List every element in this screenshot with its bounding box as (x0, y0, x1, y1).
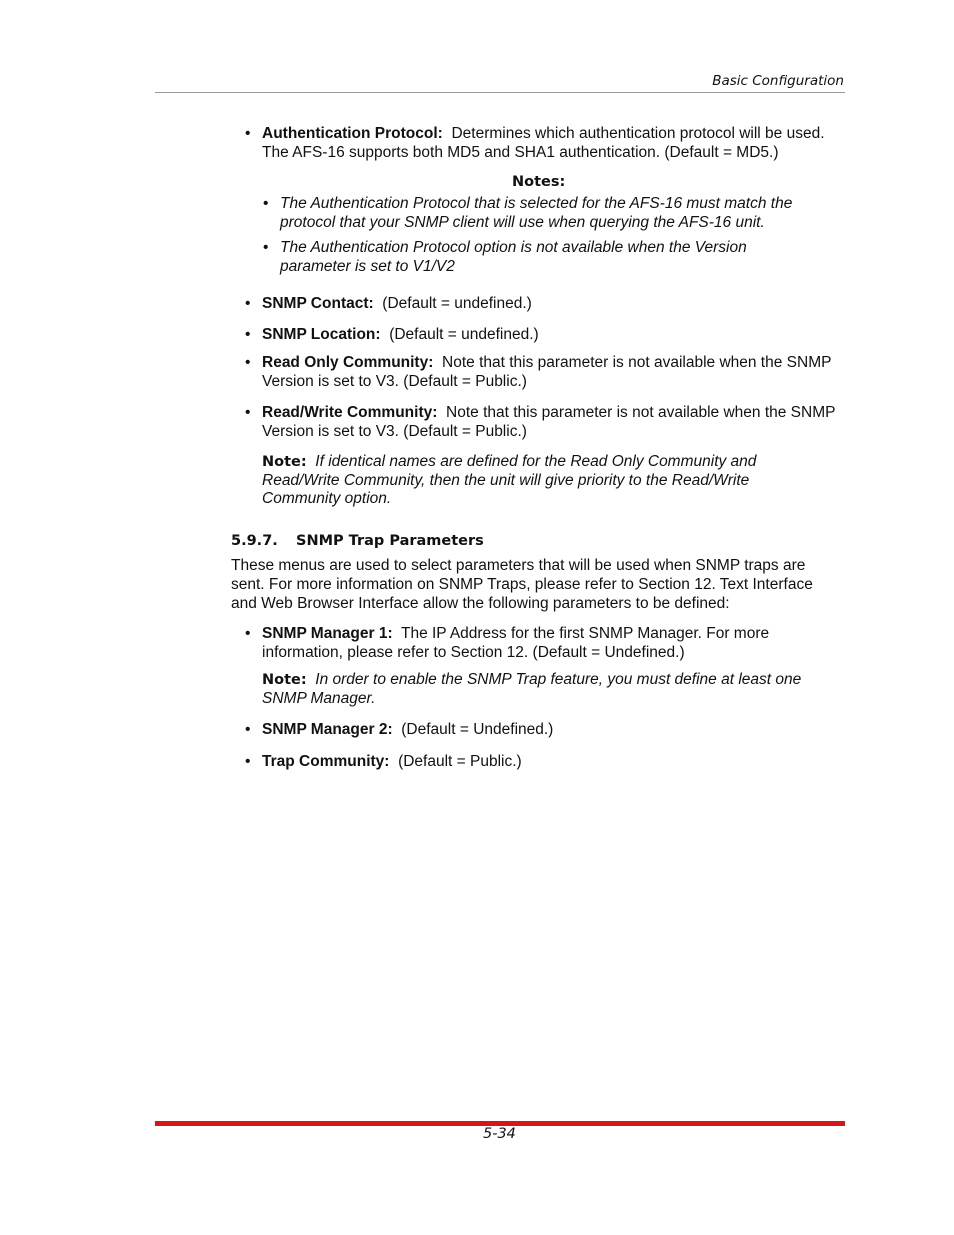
note-line: The Authentication Protocol option is not available when the Version (280, 239, 747, 256)
list-item-read-only-community (245, 353, 852, 391)
item-text-cont: Version is set to V3. (Default = Public.) (262, 423, 527, 440)
bullet: • (245, 753, 251, 770)
note-line: In order to enable the SNMP Trap feature, you must define at least one (315, 671, 802, 688)
note-label: Note: (262, 672, 307, 688)
list-item-snmp-manager-1 (245, 624, 852, 662)
item-label: SNMP Location: (262, 326, 381, 343)
section-title: SNMP Trap Parameters (296, 533, 484, 549)
note-line: The Authentication Protocol that is selected for the AFS-16 must match the (280, 195, 793, 212)
item-label: Authentication Protocol: (262, 125, 443, 142)
item-label: Read/Write Community: (262, 404, 438, 421)
bullet: • (245, 721, 251, 738)
item-text: (Default = Undefined.) (401, 721, 554, 738)
note-line: parameter is set to V1/V2 (280, 258, 455, 275)
section-paragraph (231, 556, 841, 613)
item-text: Note that this parameter is not available when the SNMP (442, 354, 832, 371)
bullet: • (245, 125, 251, 142)
bullet: • (245, 625, 251, 642)
item-text-cont: information, please refer to Section 12. (Default = Undefined.) (262, 644, 685, 661)
bullet: • (245, 295, 251, 312)
section-heading (231, 533, 484, 549)
item-label: SNMP Contact: (262, 295, 374, 312)
item-text: Determines which authentication protocol will be used. (451, 125, 825, 142)
note-line: If identical names are defined for the Read Only Community and (315, 453, 757, 470)
list-item-read-write-community (245, 403, 852, 441)
list-item-snmp-location (245, 325, 852, 344)
bullet: • (263, 195, 269, 212)
item-text-cont: Version is set to V3. (Default = Public.) (262, 373, 527, 390)
item-text-cont: The AFS-16 supports both MD5 and SHA1 authentication. (Default = MD5.) (262, 144, 779, 161)
bullet: • (263, 239, 269, 256)
item-text: (Default = Public.) (398, 753, 522, 770)
note-line: Read/Write Community, then the unit will give priority to the Read/Write (262, 471, 750, 489)
list-item-snmp-manager-2 (245, 720, 852, 739)
list-item-snmp-contact (245, 294, 852, 313)
note-label: Note: (262, 454, 307, 470)
item-label: SNMP Manager 1: (262, 625, 393, 642)
note-line: Community option. (262, 490, 392, 507)
note-line: protocol that your SNMP client will use when querying the AFS-16 unit. (280, 214, 765, 231)
item-text: The IP Address for the first SNMP Manager. For more (400, 625, 770, 642)
note-line: SNMP Manager. (262, 689, 376, 707)
note-block (262, 453, 822, 509)
list-item-trap-community (245, 752, 852, 771)
item-label: Read Only Community: (262, 354, 434, 371)
item-label: Trap Community: (262, 753, 390, 770)
item-text: Note that this parameter is not available when the SNMP (446, 404, 836, 421)
list-item-auth-protocol (245, 124, 852, 162)
note-item (263, 238, 840, 276)
section-number: 5.9.7. (231, 533, 278, 549)
paragraph-line: These menus are used to select parameters that will be used when SNMP traps are (231, 557, 806, 574)
paragraph-line: sent. For more information on SNMP Traps, please refer to Section 12. Text Interface (231, 576, 813, 593)
page-number: 5-34 (483, 1126, 516, 1142)
note-block (262, 671, 822, 708)
item-label: SNMP Manager 2: (262, 721, 393, 738)
bullet: • (245, 354, 251, 371)
header-divider (155, 92, 845, 93)
bullet: • (245, 326, 251, 343)
paragraph-line: and Web Browser Interface allow the following parameters to be defined: (231, 595, 730, 612)
running-header: Basic Configuration (712, 73, 844, 89)
note-item (263, 194, 840, 232)
bullet: • (245, 404, 251, 421)
item-text: (Default = undefined.) (382, 295, 532, 312)
notes-title: Notes: (512, 174, 566, 190)
item-text: (Default = undefined.) (389, 326, 539, 343)
